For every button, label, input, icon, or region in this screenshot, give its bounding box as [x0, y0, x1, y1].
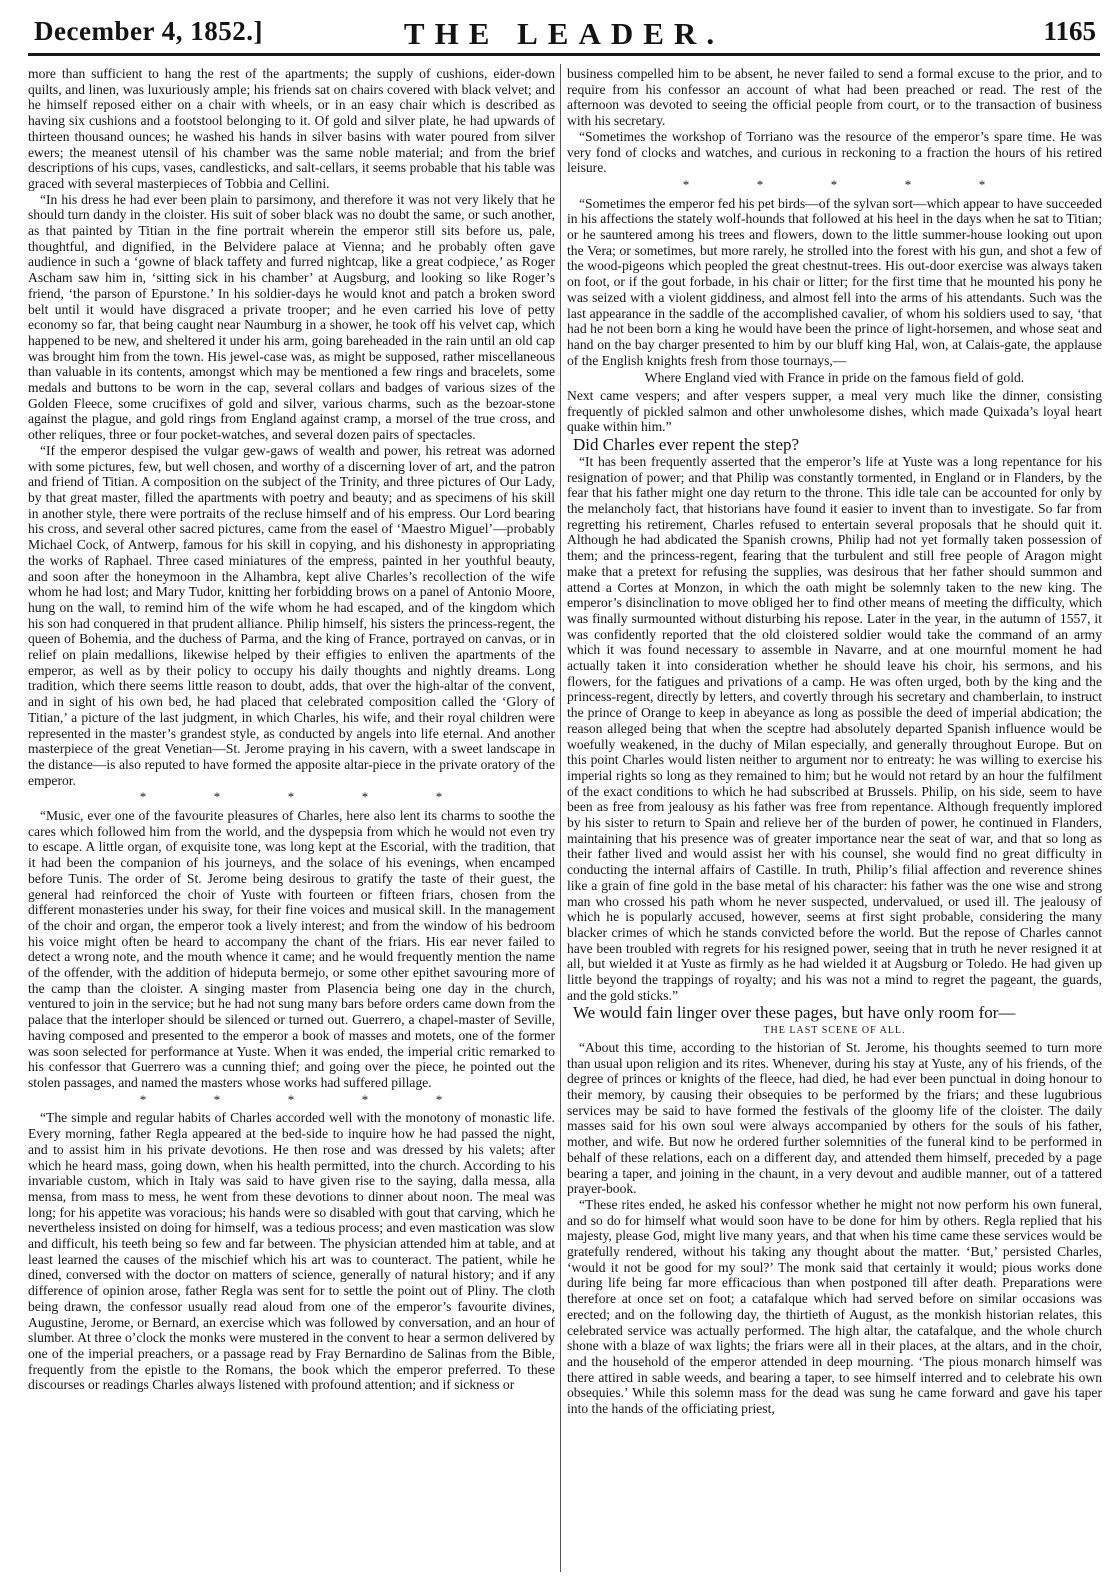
left-column	[28, 66, 555, 1571]
right-paragraph-2: “Sometimes the workshop of Torriano was the resource of the emperor’s spare time. He was very fond of clocks and watches, and curious in reckoning to a fraction the hours of his retired leisure.	[567, 128, 1102, 176]
separator-star: *	[139, 1091, 148, 1107]
subheading-linger: We would fain linger over these pages, but have only room for—	[573, 1003, 1016, 1023]
separator-star: *	[435, 1091, 444, 1107]
separator-star: *	[904, 176, 913, 192]
page-number: 1165	[1043, 16, 1096, 46]
separator-star: *	[213, 1091, 222, 1107]
separator-star: *	[287, 1091, 296, 1107]
left-paragraph-2: “In his dress he had ever been plain to parsimony, and therefore it was not very likely that he should turn dandy in the cloister. His suit of sober black was no doubt the same, or such another, as that painted by Titian in the fine portrait wherein the emperor still sits before us, pale, thoughtful, and dignified, in the Belvidere palace at Vienna; and he probably often gave audience in such a ‘gowne of black taffety and furred nightcap, like a great codpiece,’ as Roger Ascham saw him in, ‘sitting sick in his chamber’ at Augsburg, and looking so like Roger’s friend, ‘the parson of Epurstone.’ In his soldier-days he would knot and patch a broken sword belt until it would have disgraced a private trooper; and he even carried his love of petty economy so far, that being caught near Naumburg in a shower, he took off his velvet cap, which happened to be new, and sheltered it under his arm, going bareheaded in the rain until an old cap was brought him from the town. His jewel-case was, as might be supposed, rather miscellaneous than valuable in its contents, amongst which may be mentioned a few rings and bracelets, some medals and buttons to be worn in the cap, several collars and badges of various sizes of the Golden Fleece, some crucifixes of gold and silver, various charms, such as the bezoar-stone against the plague, and gold rings from England against cramp, a morsel of the true cross, and other reliques, three or four pocket-watches, and several dozen pairs of spectacles.	[28, 191, 555, 443]
separator-star: *	[682, 176, 691, 192]
page-header	[28, 14, 1100, 56]
left-paragraph-4: “Music, ever one of the favourite pleasures of Charles, here also lent its charms to soothe the cares which followed him from the world, and the dyspepsia from which he would not even try to escape. A little organ, of exquisite tone, was long kept at the Escorial, with the tradition, that it had been the companion of his journeys, and the solace of his evenings, when encamped before Tunis. The order of St. Jerome being desirous to gratify the taste of their guest, the general had reinforced the choir of Yuste with fourteen or fifteen friars, chosen from the different monasteries under his sway, for their fine voices and musical skill. In the management of the choir and organ, the emperor took a lively interest; and from the window of his bedroom his voice might often be heard to accompany the chant of the friars. His ear never failed to detect a wrong note, and the mouth whence it came; and he would frequently mention the name of the offender, with the addition of hideputa bermejo, or some other epithet savouring more of the camp than the cloister. A singing master from Plasencia being one day in the church, ventured to join in the service; but he had not sung many bars before orders came down from the palace that the interloper should be silenced or turned out. Guerrero, a chapel-master of Seville, having composed and presented to the emperor a book of masses and motets, one of the former was soon selected for performance at Yuste. When it was ended, the imperial critic remarked to his confessor that Guerrero was a cunning thief; and going over the piece, he pointed out the stolen passages, and named the masters whose works had suffered pillage.	[28, 808, 555, 1090]
right-paragraph-3: “Sometimes the emperor fed his pet birds—of the sylvan sort—which appear to have succeeded in his affections the stately wolf-hounds that followed at his heel in the days when he sat to Titian; or he sauntered among his trees and flowers, down to the little summer-house looking out upon the Vera; or sometimes, but more rarely, he strolled into the forest with his gun, and shot a few of the wood-pigeons which peopled the great chestnut-trees. His out-door exercise was always taken on foot, or if the gout forbade, in his chair or litter; for the first time that he mounted his pony he was seized with a violent giddiness, and almost fell into the arms of his attendants. Such was the last appearance in the saddle of the accomplished cavalier, of whom his soldiers used to say, ‘that had he not been born a king he would have been the prince of light-horsemen, and whose seat and hand on the bay charger presented to him by our bluff king Hal, won, at Calais-gate, the applause of the English knights fresh from those tournays,—	[567, 195, 1102, 368]
left-paragraph-5: “The simple and regular habits of Charles accorded well with the monotony of monastic life. Every morning, father Regla appeared at the bed-side to inquire how he had passed the night, and to assist him in his private devotions. He then rose and was dressed by his valets; after which he heard mass, going down, when his health permitted, into the church. According to his invariable custom, which in Italy was said to have given rise to the saying, dalla messa, alla mensa, from mass to mess, he went from these devotions to dinner about noon. The meal was long; for his appetite was voracious; his hands were so disabled with gout that carving, which he nevertheless insisted on doing for himself, was a tedious process; and even mastication was slow and difficult, his teeth being so few and far between. The physician attended him at table, and at least learned the causes of the mischief which his art was to counteract. The patient, while he dined, conversed with the doctor on matters of science, generally of natural history; and if any difference of opinion arose, father Regla was sent for to settle the point out of Pliny. The cloth being drawn, the confessor usually read aloud from one of the emperor’s favourite divines, Augustine, Jerome, or Bernard, an exercise which was followed by conversation, and an hour of slumber. At three o’clock the monks were mustered in the convent to hear a sermon delivered by one of the imperial preachers, or a passage read by Fray Bernardino de Salinas from the Bible, frequently from the epistle to the Romans, the book which the emperor preferred. To these discourses or readings Charles always listened with profound attention; and if sickness or	[28, 1110, 555, 1393]
section-separator	[567, 177, 1102, 193]
section-heading-last-scene: THE LAST SCENE OF ALL.	[763, 1025, 906, 1037]
separator-star: *	[830, 176, 839, 192]
section-separator	[28, 1092, 555, 1108]
left-paragraph-1: more than sufficient to hang the rest of the apartments; the supply of cushions, eider-down quilts, and linen, was luxuriously ample; his friends sat on chairs covered with black velvet; and he himself reposed either on a chair with wheels, or in an easy chair which is described as having six cushions and a footstool belonging to it. Of gold and silver plate, he had upwards of thirteen thousand ounces; he washed his hands in silver basins with water poured from silver ewers; the meanest utensil of his chamber was the same noble material; and from the brief descriptions of his cups, vases, candlesticks, and salt-cellars, it seems probable that his table was graced with several masterpieces of Tobbia and Cellini.	[28, 66, 555, 191]
header-rule	[28, 53, 1100, 56]
subheading-repent: Did Charles ever repent the step?	[573, 435, 800, 455]
separator-star: *	[978, 176, 987, 192]
right-column	[567, 66, 1102, 1571]
separator-star: *	[287, 789, 296, 805]
right-paragraph-5: “It has been frequently asserted that the emperor’s life at Yuste was a long repentance for his resignation of power; and that Philip was constantly tormented, in England or in Flanders, by the fear that his father might one day return to the throne. This idle tale can be accounted for only by the melancholy fact, that historians have found it easier to invent than to investigate. So far from regretting his retirement, Charles refused to entertain several proposals that he should quit it. Although he had abdicated the Spanish crowns, Philip had not yet formally taken possession of them; and the princess-regent, fearing that the turbulent and still free people of Aragon might make that a pretext for refusing the supplies, was desirous that her father should summon and attend a Cortes at Monzon, in which the oath might be solemnly taken to the new king. The emperor’s disinclination to move obliged her to find other means of meeting the difficulty, which was finally surmounted without disturbing his repose. Later in the year, in the autumn of 1557, it was confidently reported that the old cloistered soldier would take the command of an army which it was found necessary to assemble in Navarre, and at one mournful moment he had actually taken it into consideration whether he should leave his choir, his sermons, and his flowers, for the fatigues and privations of a camp. He was often urged, both by the king and the princess-regent, directly by letters, and covertly through his secretary and chamberlain, to instruct the prince of Orange to keep in abeyance as long as possible the deed of imperial abdication; the reason alleged being that when the sceptre had absolutely departed Spanish influence would be woefully weakened, in the duchy of Milan especially, and generally throughout Europe. But on this point Charles would listen neither to argument nor to entreaty: he was willing to exercise his imperial rights so long as they remained to him; but he would not retard by an hour the fulfilment of the exact conditions to which he had subscribed at Brussels. Philip, on his side, seem to have been as free from jealousy as his father was free from repentance. Although frequently implored by his sister to return to Spain and relieve her of the burden of power, he continued in Flanders, maintaining that his presence was of greater importance near the seat of war, and that so long as their father lived and would assist her with his counsel, she would find no great difficulty in conducting the internal affairs of Castille. In truth, Philip’s filial affection and reverence shines like a grain of fine gold in the base metal of his character: his father was the one wise and strong man who crossed his path whom he never suspected, undervalued, or used ill. The jealousy of which he is popularly accused, however, seems at first sight probable, considering the many blacker crimes of which he stands convicted before the world. But the repose of Charles cannot have been troubled with regrets for his resigned power, seeing that in truth he never resigned it at all, but wielded it at Yuste as firmly as he had wielded it at Augsburg or Toledo. He had given up little beyond the trappings of royalty; and his was not a mind to regret the pageant, the guards, and the gold sticks.”	[567, 453, 1102, 1003]
left-paragraph-3: “If the emperor despised the vulgar gew-gaws of wealth and power, his retreat was adorned with some pictures, few, but well chosen, and worthy of a discerning lover of art, and the patron and friend of Titian. A composition on the subject of the Trinity, and three pictures of Our Lady, by that great master, filled the apartments with poetry and beauty; and as specimens of his skill in another style, there were portraits of the recluse himself and of his empress. Our Lord bearing his cross, and several other sacred pictures, came from the easel of ‘Maestro Miguel’—probably Michael Cock, of Antwerp, famous for his skill in copying, and his dishonesty in appropriating the works of Raphael. Three cased miniatures of the empress, painted in her youthful beauty, and soon after the honeymoon in the Alhambra, kept alive Charles’s recollection of the wife whom he had lost; and Mary Tudor, knitting her forbidding brows on a panel of Antonio Moore, hung on the wall, to remind him of the wife whom he had escaped, and of the kingdom which his son had conquered in that prudent alliance. Philip himself, his sisters the princess-regent, the queen of Bohemia, and the duchess of Parma, and the king of France, portrayed on canvas, or in relief on plain medallions, likewise helped by their effigies to enliven the apartments of the emperor, as well as by their policy to occupy his daily thoughts and nightly dreams. Long tradition, which there seems little reason to doubt, adds, that over the high-altar of the convent, and in sight of his own bed, he had placed that celebrated composition called the ‘Glory of Titian,’ a picture of the last judgment, in which Charles, his wife, and their royal children were represented in the master’s grandest style, as conducted by angels into life eternal. And another masterpiece of the great Venetian—St. Jerome praying in his cavern, with a sweet landscape in the distance—is also reputed to have formed the apposite altar-piece in the private oratory of the emperor.	[28, 442, 555, 788]
separator-star: *	[435, 789, 444, 805]
separator-star: *	[361, 1091, 370, 1107]
separator-star: *	[361, 789, 370, 805]
column-divider	[560, 64, 561, 1572]
masthead-title: THE LEADER.	[403, 16, 725, 51]
issue-date: December 4, 1852.]	[34, 16, 263, 46]
separator-star: *	[213, 789, 222, 805]
separator-star: *	[756, 176, 765, 192]
right-paragraph-4: Next came vespers; and after vespers supper, a meal very much like the dinner, consisting frequently of pickled salmon and other unwholesome dishes, which made Quixada’s loyal heart quake within him.”	[567, 388, 1102, 435]
separator-star: *	[139, 789, 148, 805]
right-paragraph-6: “About this time, according to the historian of St. Jerome, his thoughts seemed to turn more than usual upon religion and its rites. Whenever, during his stay at Yuste, any of his friends, of the degree of princes or knights of the fleece, had died, he had ever been punctual in doing honour to their memory, by causing their obsequies to be performed by the friars; and these lugubrious services may be said to have formed the festivals of the gloomy life of the cloister. The daily masses said for his own soul were always accompanied by others for the souls of his father, mother, and wife. But now he ordered further solemnities of the funeral kind to be performed in behalf of these relations, each on a different day, and attended them himself, preceded by a page bearing a taper, and joining in the chaunt, in a very devout and audible manner, out of a tattered prayer-book.	[567, 1039, 1102, 1197]
verse-quotation: Where England vied with France in pride on the famous field of gold.	[644, 370, 1025, 386]
right-paragraph-1: business compelled him to be absent, he never failed to send a formal excuse to the prior, and to require from his confessor an account of what had been preached or read. The rest of the afternoon was devoted to seeing the official people from court, or to the transaction of business with his secretary.	[567, 66, 1102, 129]
right-paragraph-7: “These rites ended, he asked his confessor whether he might not now perform his own funeral, and so do for himself what would soon have to be done for him by others. Regla replied that his majesty, please God, might live many years, and that when his time came these services would be gratefully rendered, without his taking any thought about the matter. ‘But,’ persisted Charles, ‘would it not be good for my soul?’ The monk said that certainly it would; pious works done during life being far more efficacious than when postponed till after death. Preparations were therefore at once set on foot; a catafalque which had served before on similar occasions was erected; and on the following day, the thirtieth of August, as the monkish historian relates, this celebrated service was actually performed. The high altar, the catafalque, and the whole church shone with a blaze of wax lights; the friars were all in their places, at the altars, and in the choir, and the household of the emperor attended in deep mourning. ‘The pious monarch himself was there attired in sable weeds, and bearing a taper, to see himself interred and to celebrate his own obsequies.’ While this solemn mass for the dead was sung he came forward and gave his taper into the hands of the officiating priest,	[567, 1196, 1102, 1417]
section-separator	[28, 789, 555, 805]
